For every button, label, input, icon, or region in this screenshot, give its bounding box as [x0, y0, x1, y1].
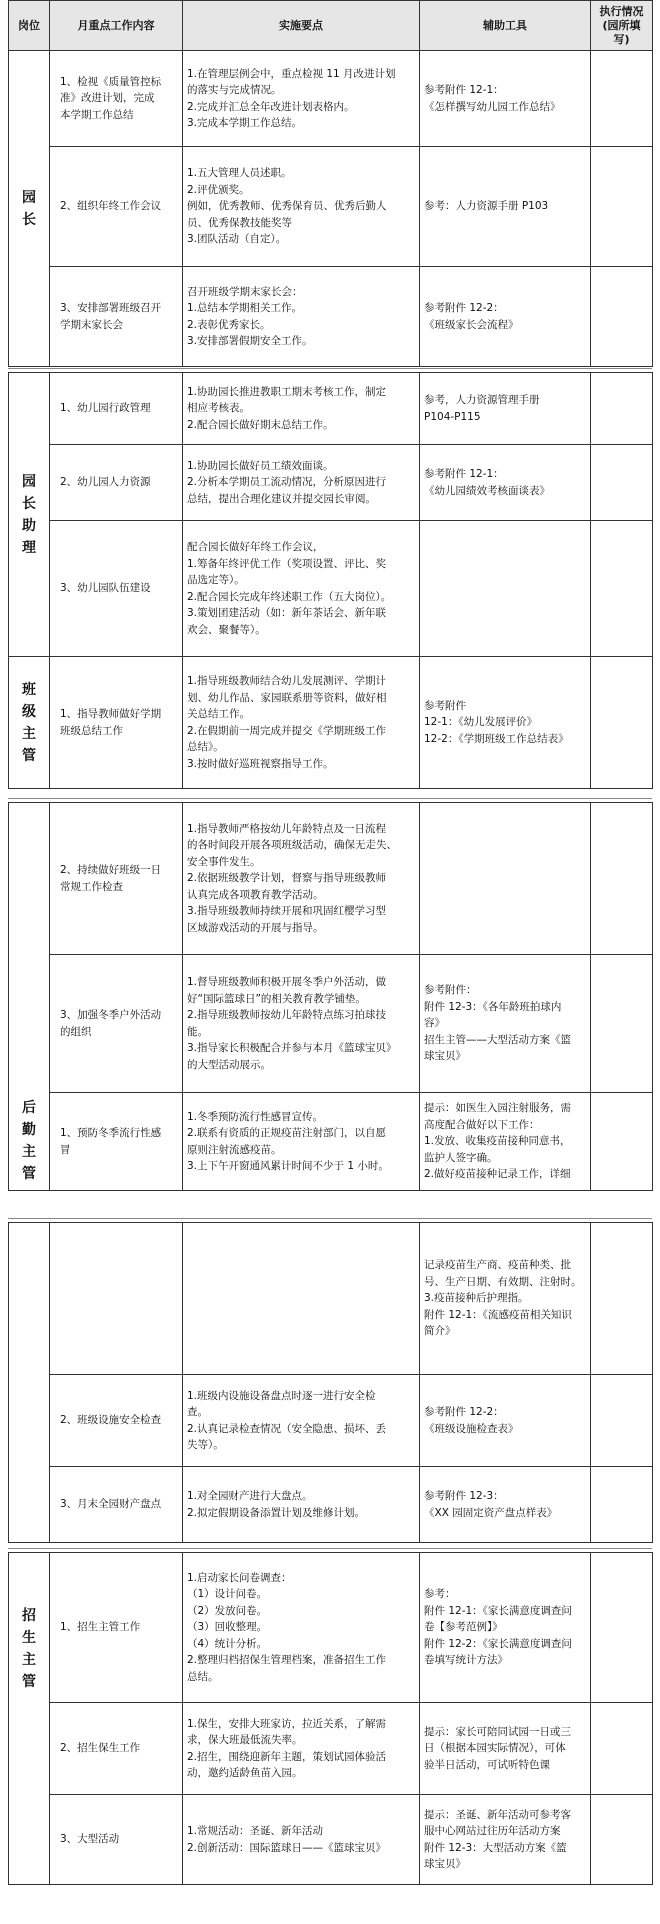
role-cell-blank: [9, 803, 50, 955]
tools-cell: 参考，人力资源管理手册 P104-P115: [420, 373, 591, 445]
points-cell: 1.指导教师严格按幼儿年龄特点及一日流程 的各时间段开展各项班级活动，确保无走失、 安全事件发生。 2.依据班级教学计划，督察与指导班级教师 认真完成各项教育教学活动。 3.指导班级教师持续开展和巩固红樱学习型 区域游戏活动的开展与指导。: [183, 803, 420, 955]
task-cell: 3、月末全园财产盘点: [50, 1467, 183, 1543]
task-cell: 3、加强冬季户外活动 的组织: [50, 955, 183, 1093]
points-cell: 配合园长做好年终工作会议， 1.筹备年终评优工作（奖项设置、评比、奖 品选定等）。 2.配合园长完成年终述职工作（五大岗位）。 3.策划团建活动（如：新年茶话会、新年联 欢会、聚餐等）。: [183, 521, 420, 657]
task-cell: 2、幼儿园人力资源: [50, 445, 183, 521]
exec-cell[interactable]: [591, 803, 653, 955]
exec-cell[interactable]: [591, 373, 653, 445]
points-cell: 1.指导班级教师结合幼儿发展测评、学期计 划、幼儿作品、家园联系册等资料，做好相 关总结工作。 2.在假期前一周完成并提交《学期班级工作 总结》。 3.按时做好巡班视察指导工作。: [183, 657, 420, 789]
tools-cell: 提示：圣诞、新年活动可参考客 服中心网站过往历年活动方案 附件 12-3：大型活动方案《篮 球宝贝》: [420, 1795, 591, 1885]
table-row: [9, 147, 653, 267]
points-cell: 1.冬季预防流行性感冒宣传。 2.联系有资质的正规疫苗注射部门，以自愿 原则注射流感疫苗。 3.上下午开窗通风累计时间不少于 1 小时。: [183, 1093, 420, 1191]
role-cell-logistics: 后 勤 主 管: [9, 1093, 50, 1191]
points-cell: 1.班级内设施设备盘点时逐一进行安全检 查。 2.认真记录检查情况（安全隐患、损坏、丢 失等）。: [183, 1375, 420, 1467]
role-cell-principal: 园 长: [9, 51, 50, 367]
points-cell: 1.在管理层例会中，重点检视 11 月改进计划 的落实与完成情况。 2.完成并汇总全年改进计划表格内。 3.完成本学期工作总结。: [183, 51, 420, 147]
points-cell: 1.保生，安排大班家访，拉近关系，了解需 求，保大班最低流失率。 2.招生，围绕迎新年主题，策划试园体验活 动，邀约适龄鱼苗入园。: [183, 1703, 420, 1795]
header-row: [9, 1, 653, 51]
task-cell: 1、幼儿园行政管理: [50, 373, 183, 445]
table-block-enrollment: [8, 1552, 652, 1885]
table-row: [9, 1703, 653, 1795]
table-block-logistics: [8, 802, 652, 1191]
page-break-divider: [8, 368, 652, 369]
task-cell: 3、安排部署班级召开 学期末家长会: [50, 267, 183, 367]
header-tools: 辅助工具: [420, 1, 591, 51]
points-cell: 召开班级学期末家长会： 1.总结本学期相关工作。 2.表彰优秀家长。 3.安排部署假期安全工作。: [183, 267, 420, 367]
exec-cell[interactable]: [591, 521, 653, 657]
exec-cell[interactable]: [591, 51, 653, 147]
task-cell: 3、大型活动: [50, 1795, 183, 1885]
table-row: [9, 51, 653, 147]
table-row: [9, 1553, 653, 1703]
table-row: [9, 267, 653, 367]
task-cell: 2、持续做好班级一日 常规工作检查: [50, 803, 183, 955]
table-row: [9, 521, 653, 657]
table-row: [9, 803, 653, 955]
exec-cell[interactable]: [591, 1223, 653, 1375]
table-row: [9, 1223, 653, 1375]
tools-cell: 记录疫苗生产商、疫苗种类、批 号、生产日期、有效期、注射时。 3.疫苗接种后护理指。 附件 12-1：《流感疫苗相关知识 简介》: [420, 1223, 591, 1375]
table-row: [9, 955, 653, 1093]
role-cell-assistant: 园 长 助 理: [9, 373, 50, 657]
exec-cell[interactable]: [591, 1553, 653, 1703]
table-row: [9, 1467, 653, 1543]
role-cell-blank: [9, 1223, 50, 1543]
table-row: [9, 657, 653, 789]
header-exec: 执行情况 (园所填 写): [591, 1, 653, 51]
exec-cell[interactable]: [591, 657, 653, 789]
points-cell: [183, 1223, 420, 1375]
exec-cell[interactable]: [591, 1703, 653, 1795]
table-block-continued: [8, 1222, 652, 1543]
tools-cell: 参考： 附件 12-1：《家长满意度调查问 卷【参考范例】》 附件 12-2：《家长满意度调查问 卷填写统计方法》: [420, 1553, 591, 1703]
points-cell: 1.协助园长推进教职工期末考核工作，制定 相应考核表。 2.配合园长做好期末总结工作。: [183, 373, 420, 445]
exec-cell[interactable]: [591, 147, 653, 267]
points-cell: 1.五大管理人员述职。 2.评优颁奖。 例如，优秀教师、优秀保育员、优秀后勤人 员、优秀保教技能奖等 3.团队活动（自定）。: [183, 147, 420, 267]
task-cell: 2、招生保生工作: [50, 1703, 183, 1795]
task-cell: 2、组织年终工作会议: [50, 147, 183, 267]
tools-cell: 参考附件 12-1： 《幼儿园绩效考核面谈表》: [420, 445, 591, 521]
header-points: 实施要点: [183, 1, 420, 51]
exec-cell[interactable]: [591, 1093, 653, 1191]
exec-cell[interactable]: [591, 1375, 653, 1467]
exec-cell[interactable]: [591, 267, 653, 367]
tools-cell: 提示：家长可陪同试园一日或三 日（根据本园实际情况），可体 验半日活动，可试听特色课: [420, 1703, 591, 1795]
page-break-divider: [8, 1548, 652, 1549]
page-break-divider: [8, 798, 652, 799]
tools-cell: 参考附件： 附件 12-3：《各年龄班拍球内 容》 招生主管——大型活动方案《篮 球宝贝》: [420, 955, 591, 1093]
table-row: [9, 1375, 653, 1467]
exec-cell[interactable]: [591, 1467, 653, 1543]
role-cell-enrollment: 招 生 主 管: [9, 1553, 50, 1885]
header-task: 月重点工作内容: [50, 1, 183, 51]
tools-cell: 参考：人力资源手册 P103: [420, 147, 591, 267]
tools-cell: [420, 521, 591, 657]
tools-cell: 参考附件 12-1： 《怎样撰写幼儿园工作总结》: [420, 51, 591, 147]
task-cell: 1、指导教师做好学期 班级总结工作: [50, 657, 183, 789]
exec-cell[interactable]: [591, 1795, 653, 1885]
table-row: [9, 445, 653, 521]
task-cell: [50, 1223, 183, 1375]
points-cell: 1.协助园长做好员工绩效面谈。 2.分析本学期员工流动情况，分析原因进行 总结，提出合理化建议并提交园长审阅。: [183, 445, 420, 521]
role-cell-class-head: 班 级 主 管: [9, 657, 50, 789]
tools-cell: 参考附件 12-2： 《班级设施检查表》: [420, 1375, 591, 1467]
task-cell: 3、幼儿园队伍建设: [50, 521, 183, 657]
points-cell: 1.对全园财产进行大盘点。 2.拟定假期设备添置计划及维修计划。: [183, 1467, 420, 1543]
tools-cell: [420, 803, 591, 955]
task-cell: 1、检视《质量管控标 准》改进计划，完成 本学期工作总结: [50, 51, 183, 147]
table-row: [9, 1093, 653, 1191]
tools-cell: 参考附件 12-2： 《班级家长会流程》: [420, 267, 591, 367]
page-break-divider: [8, 1218, 652, 1219]
tools-cell: 参考附件 12-1：《幼儿发展评价》 12-2：《学期班级工作总结表》: [420, 657, 591, 789]
role-cell-blank: [9, 955, 50, 1093]
points-cell: 1.督导班级教师积极开展冬季户外活动，做 好“国际篮球日”的相关教育教学铺垫。 2.指导班级教师按幼儿年龄特点练习拍球技 能。 3.指导家长积极配合并参与本月《篮球宝贝》 的大型活动展示。: [183, 955, 420, 1093]
points-cell: 1.启动家长问卷调查： （1）设计问卷。 （2）发放问卷。 （3）回收整理。 （4）统计分析。 2.整理归档招保生管理档案，准备招生工作 总结。: [183, 1553, 420, 1703]
table-row: [9, 373, 653, 445]
table-block-principal: [8, 0, 652, 367]
exec-cell[interactable]: [591, 445, 653, 521]
points-cell: 1.常规活动：圣诞、新年活动 2.创新活动：国际篮球日——《篮球宝贝》: [183, 1795, 420, 1885]
task-cell: 1、预防冬季流行性感 冒: [50, 1093, 183, 1191]
table-block-assistant: [8, 372, 652, 789]
header-role: 岗位: [9, 1, 50, 51]
task-cell: 2、班级设施安全检查: [50, 1375, 183, 1467]
table-row: [9, 1795, 653, 1885]
tools-cell: 参考附件 12-3： 《XX 园固定资产盘点样表》: [420, 1467, 591, 1543]
tools-cell: 提示：如医生入园注射服务，需 高度配合做好以下工作： 1.发放、收集疫苗接种同意书， 监护人签字确。 2.做好疫苗接种记录工作，详细: [420, 1093, 591, 1191]
exec-cell[interactable]: [591, 955, 653, 1093]
task-cell: 1、招生主管工作: [50, 1553, 183, 1703]
